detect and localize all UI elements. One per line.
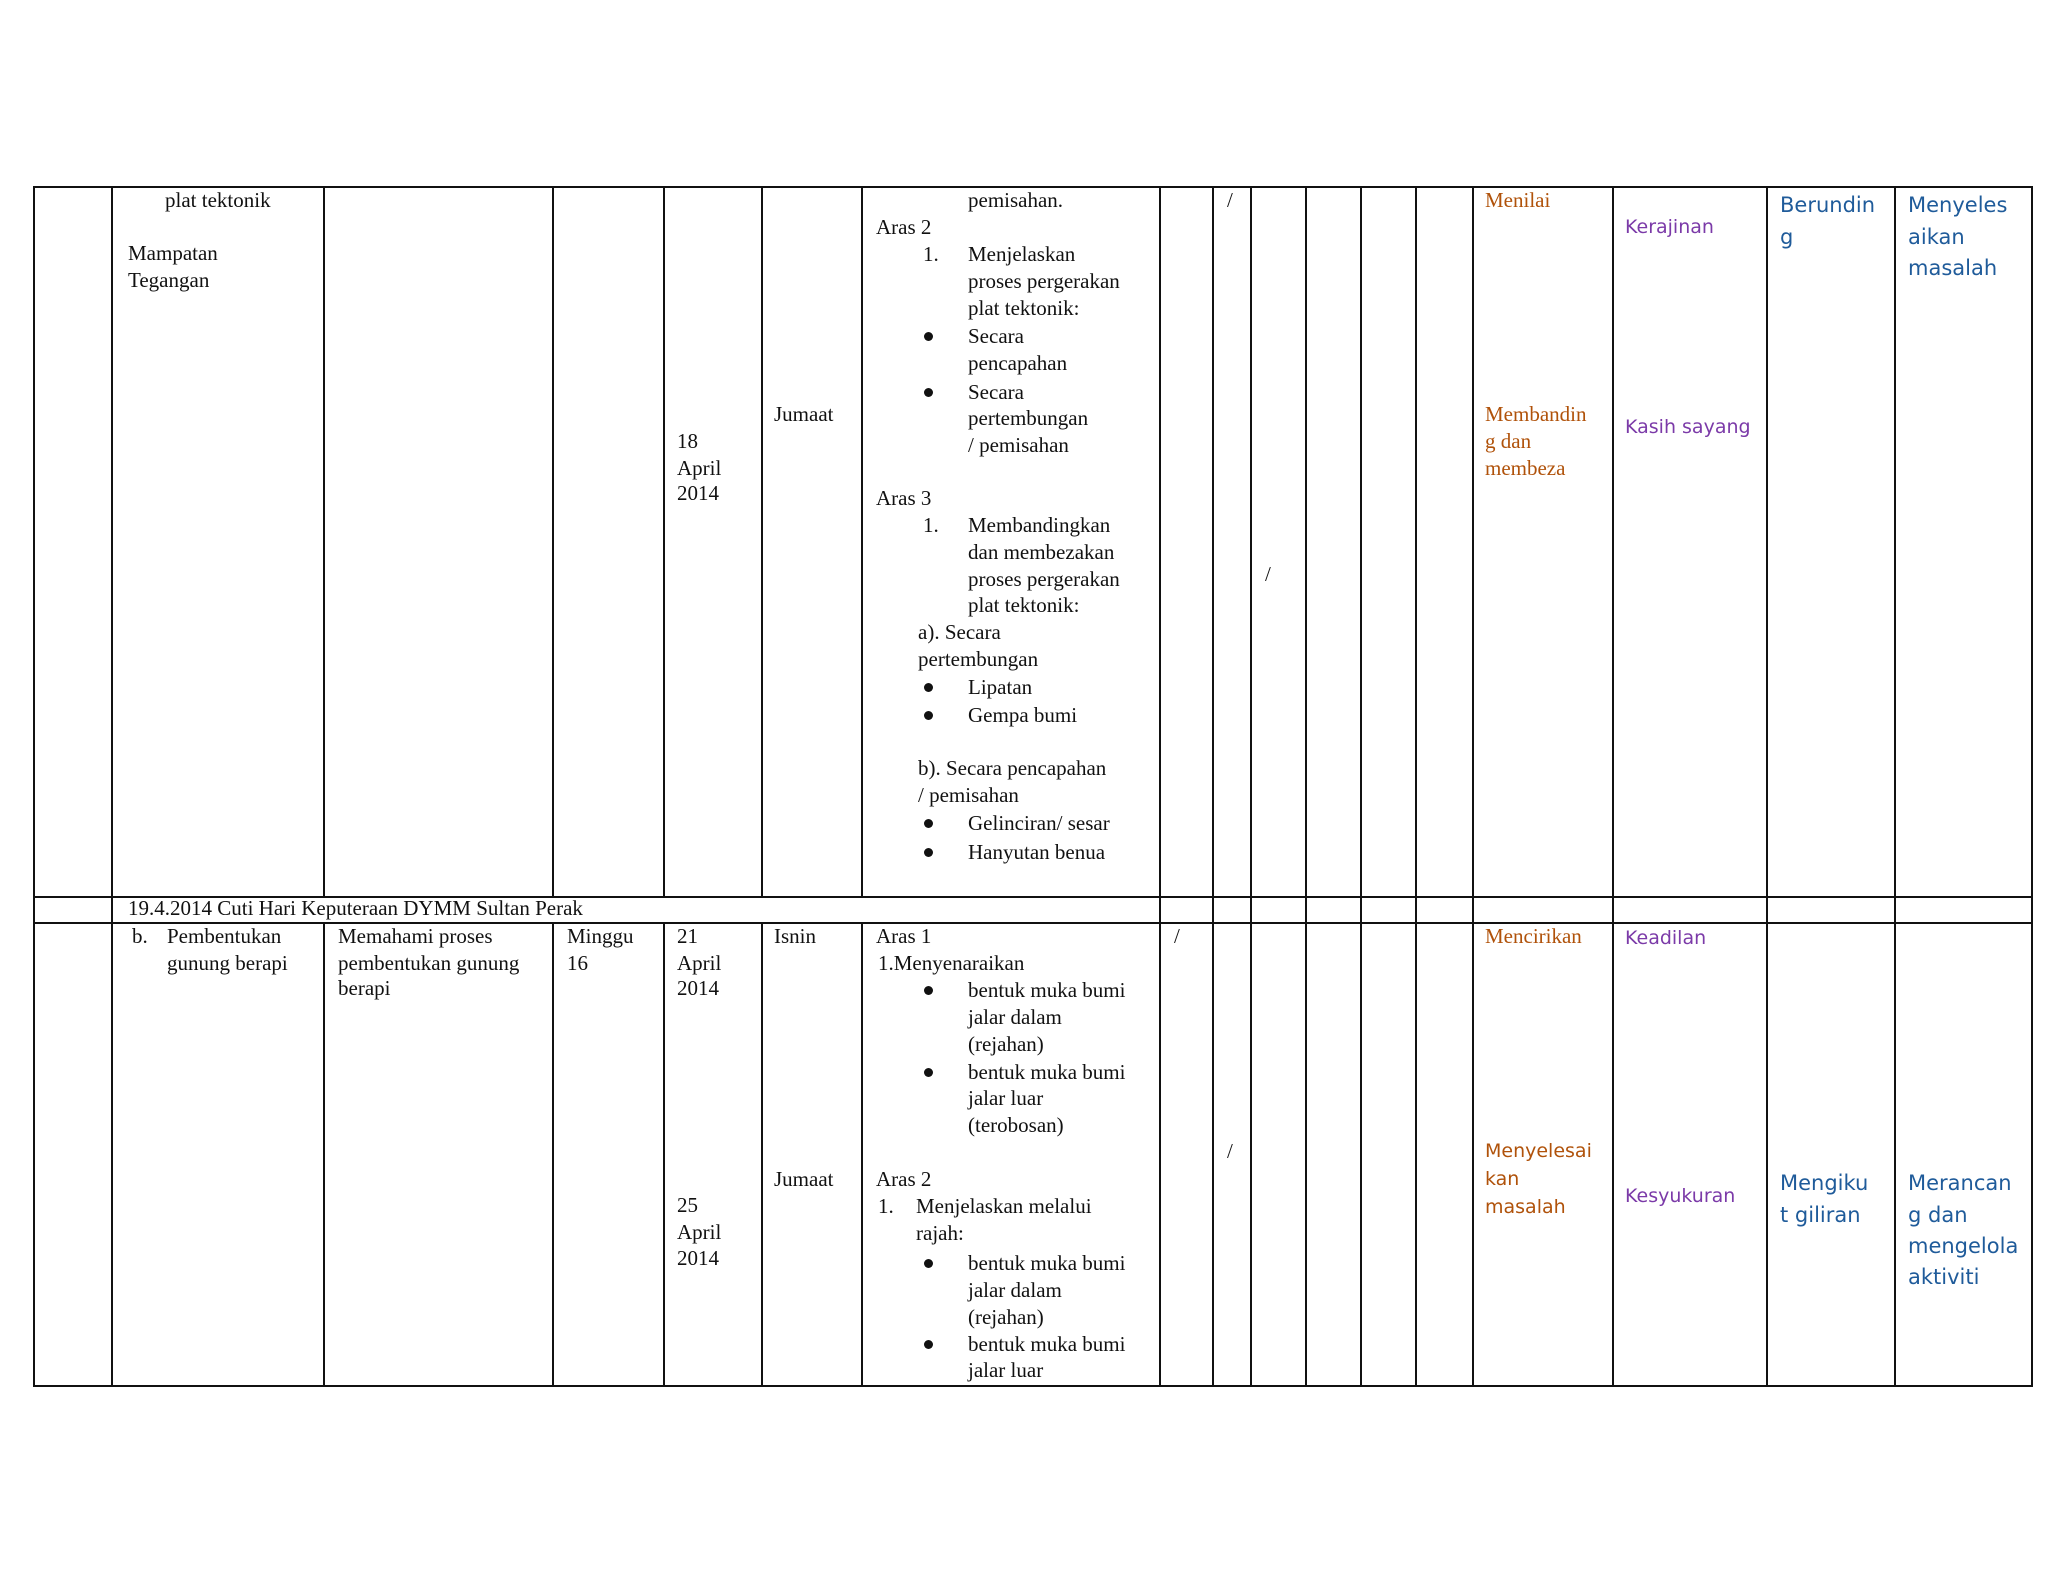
activity-text: (terobosan) — [968, 1113, 1064, 1137]
activity-text: Secara — [968, 380, 1024, 404]
moral-value: Kerajinan — [1625, 216, 1714, 238]
objective-text: Memahami proses — [338, 924, 493, 948]
activity-heading: Aras 3 — [876, 486, 932, 510]
activity-text: Menjelaskan melalui — [916, 1194, 1092, 1218]
thinking-skill: Menilai — [1485, 188, 1551, 212]
tick-mark: / — [1265, 562, 1271, 586]
thinking-skill: g dan — [1485, 429, 1532, 453]
column-border — [323, 922, 325, 1387]
column-border — [1415, 186, 1417, 1387]
column-border — [1250, 186, 1252, 1387]
moral-value: Kasih sayang — [1625, 416, 1751, 438]
thinking-skill: membeza — [1485, 456, 1566, 480]
column-border — [663, 186, 665, 898]
entrepreneurship-element: Berundin — [1780, 193, 1876, 217]
activity-heading: Aras 1 — [876, 924, 932, 948]
column-border — [552, 922, 554, 1387]
thinking-skill: Membandin — [1485, 402, 1587, 426]
bullet-icon — [924, 848, 933, 857]
bullet-icon — [924, 683, 933, 692]
tick-mark: / — [1227, 1139, 1233, 1163]
day-text: Jumaat — [774, 402, 834, 426]
bullet-icon — [924, 1340, 933, 1349]
activity-heading: Aras 2 — [876, 1167, 932, 1191]
activity-text: pertembungan — [968, 406, 1089, 430]
activity-text: Secara — [968, 324, 1024, 348]
activity-text: jalar luar — [968, 1086, 1044, 1110]
objective-text: pembentukan gunung — [338, 951, 520, 975]
holiday-note: 19.4.2014 Cuti Hari Keputeraan DYMM Sultan Perak — [128, 896, 583, 920]
activity-text: jalar luar — [968, 1358, 1044, 1382]
thinking-skill: kan — [1485, 1168, 1520, 1190]
entrepreneurship-element: aikan — [1908, 225, 1965, 249]
column-border — [861, 922, 863, 1387]
thinking-skill: Mencirikan — [1485, 924, 1582, 948]
column-border — [33, 186, 35, 1387]
activity-text: plat tektonik: — [968, 296, 1080, 320]
column-border — [1472, 186, 1474, 1387]
tick-mark: / — [1227, 188, 1233, 212]
bullet-icon — [924, 1259, 933, 1268]
topic-text: Pembentukan — [167, 924, 282, 948]
bullet-icon — [924, 986, 933, 995]
date-text: 18 — [677, 429, 698, 453]
entrepreneurship-element: Merancan — [1908, 1171, 2012, 1195]
entrepreneurship-element: g dan — [1908, 1203, 1968, 1227]
activity-text: proses pergerakan — [968, 269, 1120, 293]
topic-text: gunung berapi — [167, 951, 288, 975]
date-text: 2014 — [677, 481, 719, 505]
activity-text: pencapahan — [968, 351, 1068, 375]
activity-text: / pemisahan — [968, 433, 1069, 457]
column-border — [1212, 186, 1214, 1387]
moral-value: Keadilan — [1625, 927, 1707, 949]
column-border — [1159, 186, 1161, 1387]
column-border — [1305, 186, 1307, 1387]
activity-text: Gempa bumi — [968, 703, 1078, 727]
activity-text: Gelinciran/ sesar — [968, 811, 1110, 835]
activity-text: bentuk muka bumi — [968, 1251, 1126, 1275]
activity-text: rajah: — [916, 1221, 964, 1245]
day-text: Jumaat — [774, 1167, 834, 1191]
activity-text: b). Secara pencapahan — [918, 756, 1107, 780]
bullet-icon — [924, 711, 933, 720]
week-text: 16 — [567, 951, 588, 975]
column-border — [323, 186, 325, 898]
column-border — [663, 922, 665, 1387]
activity-text: jalar dalam — [968, 1278, 1062, 1302]
column-border — [761, 922, 763, 1387]
column-border — [1766, 186, 1768, 1387]
entrepreneurship-element: Mengiku — [1780, 1171, 1869, 1195]
entrepreneurship-element: Menyeles — [1908, 193, 2008, 217]
day-text: Isnin — [774, 924, 816, 948]
date-text: 21 — [677, 924, 698, 948]
activity-text: Menjelaskan — [968, 242, 1076, 266]
table-border-bottom — [33, 1385, 2033, 1387]
entrepreneurship-element: aktiviti — [1908, 1265, 1980, 1289]
row-divider — [33, 922, 2033, 924]
activity-number: 1. — [878, 1194, 894, 1218]
activity-text: 1.Menyenaraikan — [878, 951, 1025, 975]
column-border — [1360, 186, 1362, 1387]
activity-text: a). Secara — [918, 620, 1001, 644]
activity-text: dan membezakan — [968, 540, 1115, 564]
bullet-icon — [924, 1068, 933, 1077]
tick-mark: / — [1174, 924, 1180, 948]
date-text: April — [677, 1220, 722, 1244]
bullet-icon — [924, 819, 933, 828]
activity-text: Lipatan — [968, 675, 1033, 699]
column-border — [552, 186, 554, 898]
activity-text: (rejahan) — [968, 1032, 1044, 1056]
activity-text: Hanyutan benua — [968, 840, 1106, 864]
column-border — [861, 186, 863, 898]
column-border — [2031, 186, 2033, 1387]
activity-text: pertembungan — [918, 647, 1039, 671]
activity-heading: Aras 2 — [876, 215, 932, 239]
activity-text: (rejahan) — [968, 1305, 1044, 1329]
entrepreneurship-element: masalah — [1908, 256, 1998, 280]
date-text: April — [677, 951, 722, 975]
entrepreneurship-element: g — [1780, 225, 1794, 249]
topic-number: b. — [132, 924, 148, 948]
activity-text: plat tektonik: — [968, 593, 1080, 617]
activity-text: jalar dalam — [968, 1005, 1062, 1029]
activity-text: bentuk muka bumi — [968, 1060, 1126, 1084]
activity-text: Membandingkan — [968, 513, 1111, 537]
activity-text: bentuk muka bumi — [968, 1332, 1126, 1356]
date-text: 2014 — [677, 976, 719, 1000]
topic-text: plat tektonik — [165, 188, 271, 212]
thinking-skill: masalah — [1485, 1196, 1566, 1218]
column-border — [111, 186, 113, 1387]
date-text: 2014 — [677, 1246, 719, 1270]
activity-text: pemisahan. — [968, 188, 1064, 212]
topic-text: Mampatan — [128, 241, 218, 265]
column-border — [1612, 186, 1614, 1387]
activity-number: 1. — [923, 242, 939, 266]
activity-text: proses pergerakan — [968, 567, 1120, 591]
activity-text: bentuk muka bumi — [968, 978, 1126, 1002]
activity-number: 1. — [923, 513, 939, 537]
column-border — [1894, 186, 1896, 1387]
date-text: 25 — [677, 1193, 698, 1217]
objective-text: berapi — [338, 976, 391, 1000]
week-text: Minggu — [567, 924, 634, 948]
thinking-skill: Menyelesai — [1485, 1140, 1592, 1162]
moral-value: Kesyukuran — [1625, 1185, 1736, 1207]
date-text: April — [677, 456, 722, 480]
bullet-icon — [924, 388, 933, 397]
bullet-icon — [924, 332, 933, 341]
entrepreneurship-element: t giliran — [1780, 1203, 1861, 1227]
topic-text: Tegangan — [128, 268, 210, 292]
entrepreneurship-element: mengelola — [1908, 1234, 2019, 1258]
activity-text: / pemisahan — [918, 783, 1019, 807]
column-border — [761, 186, 763, 898]
